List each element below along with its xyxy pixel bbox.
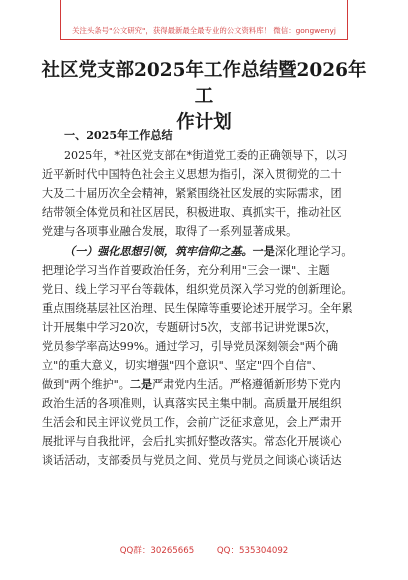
paragraph-line: 政治生活的各项准则，认真落实民主集中制。高质量开展组织: [42, 397, 342, 410]
qq-group-number: QQ群：30265665: [119, 546, 195, 556]
paragraph-line: 展批评与自我批评，会后扎实抓好整改落实。常态化开展谈心: [42, 435, 342, 448]
contact-footer: [0, 544, 408, 556]
paragraph-line: 2025年，*社区党支部在*街道党工委的正确领导下，以习: [64, 149, 348, 162]
section-heading: 一、2025年工作总结: [64, 129, 173, 142]
qq-number: QQ：535304092: [216, 546, 289, 556]
point-marker: 二是: [129, 378, 153, 391]
point-marker: 一是: [252, 245, 275, 258]
paragraph-line: 近平新时代中国特色社会主义思想为指引，深入贯彻党的二十: [42, 168, 342, 181]
paragraph-line: 大及二十届历次全会精神，紧紧围绕社区发展的实际需求，团: [42, 187, 342, 200]
paragraph-line: 党建与各项事业融合发展，取得了一系列显著成果。: [42, 225, 298, 238]
paragraph-line: 立"的重大意义，切实增强"四个意识"、坚定"四个自信"、: [42, 359, 323, 372]
promo-banner-text: 关注头条号"公文研究"，获得最新最全最专业的公文资料库！ 微信：gongwenyj: [72, 26, 336, 35]
point-text: 严肃党内生活。严格遵循新形势下党内: [152, 378, 341, 391]
paragraph-line: [42, 376, 341, 394]
paragraph-line: 谈话活动，支部委员与党员之间、党员与党员之间谈心谈话达: [42, 454, 342, 467]
point-text: 深化理论学习。: [274, 245, 353, 258]
title-line-2: 作计划: [176, 112, 232, 133]
point-text: 做到"两个维护"。: [42, 378, 130, 391]
subsection-line: [64, 243, 352, 261]
paragraph-line: 计开展集中学习20次，专题研讨5次，支部书记讲党课5次，: [42, 321, 337, 334]
document-title: [40, 58, 368, 136]
title-line-1: 社区党支部2025年工作总结暨2026年工: [41, 60, 367, 107]
paragraph-line: 重点围绕基层社区治理、民生保障等重要论述开展学习。全年累: [42, 302, 353, 315]
paragraph-line: 把理论学习当作首要政治任务，充分利用"三会一课"、主题: [42, 264, 330, 277]
paragraph-line: 党日、线上学习平台等载体，组织党员深入学习党的创新理论。: [42, 283, 353, 296]
subsection-heading: （一）强化思想引领，筑牢信仰之基。: [64, 245, 253, 258]
paragraph-line: 党员参学率高达99%。通过学习，引导党员深刻领会"两个确: [42, 340, 339, 353]
paragraph-line: 结带领全体党员和社区居民，积极进取、真抓实干，推动社区: [42, 206, 342, 219]
paragraph-line: 生活会和民主评议党员工作，会前广泛征求意见，会上严肃开: [42, 416, 342, 429]
